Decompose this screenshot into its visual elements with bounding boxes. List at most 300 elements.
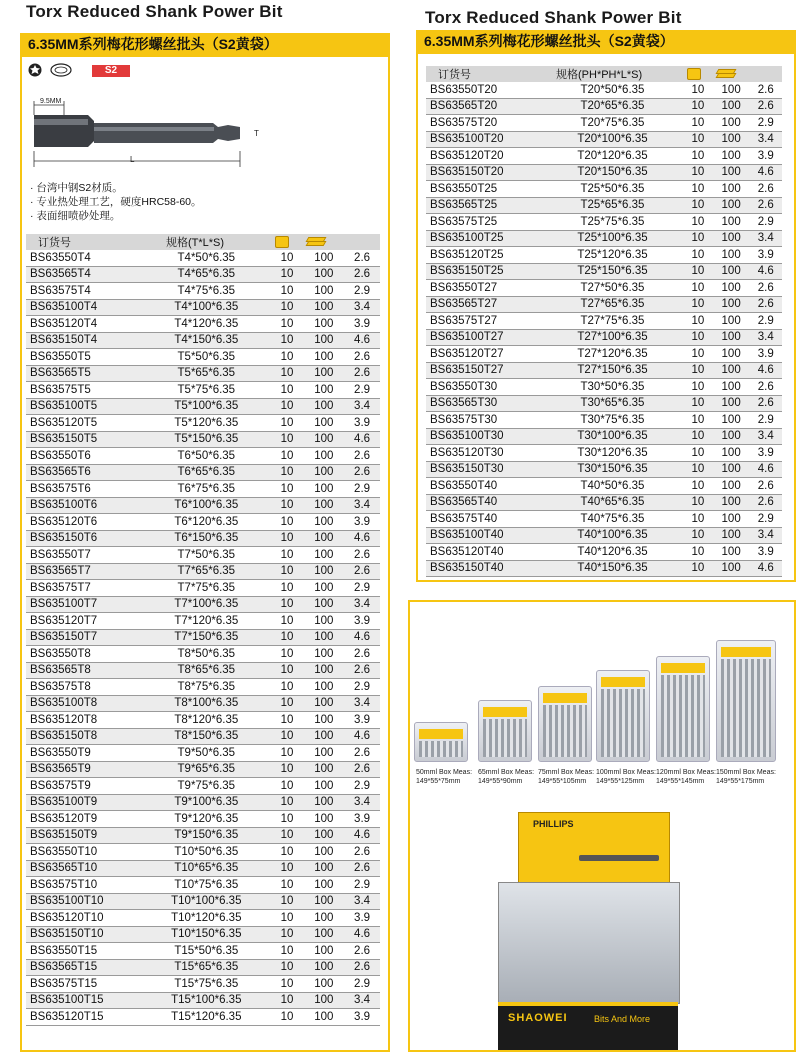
order-no-cell: BS63550T7 — [26, 547, 142, 564]
weight-cell: 3.4 — [344, 497, 380, 514]
box-caption — [478, 768, 540, 786]
table-row — [26, 382, 380, 399]
table-row — [426, 280, 782, 297]
qty-carton-cell: 100 — [303, 613, 344, 630]
weight-cell: 2.9 — [750, 115, 782, 132]
spec-cell: T10*100*6.35 — [142, 893, 271, 910]
weight-cell: 3.4 — [344, 893, 380, 910]
spec-cell: T8*150*6.35 — [142, 728, 271, 745]
table-row — [426, 494, 782, 511]
col-spec: 规格(T*L*S) — [142, 234, 271, 250]
weight-cell: 4.6 — [344, 827, 380, 844]
weight-cell: 2.9 — [344, 877, 380, 894]
order-no-cell: BS635120T10 — [26, 910, 142, 927]
qty-box-cell: 10 — [271, 464, 304, 481]
qty-carton-cell: 100 — [303, 695, 344, 712]
weight-cell: 2.9 — [344, 976, 380, 993]
spec-cell: T4*50*6.35 — [142, 250, 271, 266]
spec-cell: T10*75*6.35 — [142, 877, 271, 894]
spec-cell: T6*120*6.35 — [142, 514, 271, 531]
spec-cell: T8*120*6.35 — [142, 712, 271, 729]
box-50mm — [414, 722, 468, 762]
weight-cell: 2.6 — [344, 250, 380, 266]
feature-surface: · 表面细喷砂处理。 — [30, 210, 121, 222]
qty-box-cell: 10 — [683, 263, 713, 280]
weight-cell: 3.9 — [344, 910, 380, 927]
qty-carton-cell: 100 — [303, 497, 344, 514]
qty-box-cell: 10 — [271, 1009, 304, 1026]
qty-carton-cell: 100 — [303, 893, 344, 910]
qty-box-cell: 10 — [271, 431, 304, 448]
order-no-cell: BS63575T6 — [26, 481, 142, 498]
spec-cell: T20*65*6.35 — [542, 98, 683, 115]
order-no-cell: BS635150T6 — [26, 530, 142, 547]
qty-box-cell: 10 — [271, 910, 304, 927]
weight-cell: 3.9 — [344, 316, 380, 333]
qty-carton-cell: 100 — [713, 544, 750, 561]
qty-carton-cell: 100 — [303, 910, 344, 927]
box-caption-size: 149*55*75mm — [416, 778, 461, 785]
weight-cell: 4.6 — [344, 332, 380, 349]
qty-carton-cell: 100 — [713, 527, 750, 544]
qty-carton-cell: 100 — [303, 563, 344, 580]
order-no-cell: BS635100T25 — [426, 230, 542, 247]
order-no-cell: BS63550T20 — [426, 82, 542, 98]
display-brand: SHAOWEI — [508, 1012, 568, 1024]
spec-cell: T27*65*6.35 — [542, 296, 683, 313]
box-65mm — [478, 700, 532, 762]
table-row — [26, 646, 380, 663]
spec-cell: T25*120*6.35 — [542, 247, 683, 264]
qty-carton-cell: 100 — [303, 580, 344, 597]
order-no-cell: BS63565T20 — [426, 98, 542, 115]
dim-l-label: L — [130, 155, 135, 164]
qty-carton-cell: 100 — [303, 976, 344, 993]
qty-box-cell: 10 — [271, 778, 304, 795]
spec-cell: T4*120*6.35 — [142, 316, 271, 333]
qty-carton-cell: 100 — [303, 398, 344, 415]
box-caption-label: 75mml Box Meas: — [538, 769, 595, 776]
qty-box-cell: 10 — [683, 115, 713, 132]
qty-carton-cell: 100 — [713, 296, 750, 313]
qty-carton-cell: 100 — [713, 148, 750, 165]
weight-cell: 4.6 — [750, 362, 782, 379]
qty-box-cell: 10 — [683, 494, 713, 511]
order-no-cell: BS635150T8 — [26, 728, 142, 745]
qty-box-cell: 10 — [683, 412, 713, 429]
qty-box-cell: 10 — [683, 445, 713, 462]
table-row — [426, 395, 782, 412]
col-pack-icon — [683, 66, 713, 82]
weight-cell: 4.6 — [344, 629, 380, 646]
box-75mm — [538, 686, 592, 762]
qty-box-cell: 10 — [683, 82, 713, 98]
order-no-cell: BS63575T30 — [426, 412, 542, 429]
col-pack-icon — [271, 234, 304, 250]
spec-cell: T15*75*6.35 — [142, 976, 271, 993]
table-row — [426, 197, 782, 214]
qty-carton-cell: 100 — [303, 250, 344, 266]
table-row — [26, 299, 380, 316]
table-row — [26, 811, 380, 828]
qty-box-cell: 10 — [271, 877, 304, 894]
weight-cell: 3.4 — [344, 299, 380, 316]
box-caption-size: 149*55*175mm — [716, 778, 765, 785]
weight-cell: 3.9 — [344, 712, 380, 729]
lid-brand: PHILLIPS — [533, 819, 574, 829]
qty-box-cell: 10 — [271, 629, 304, 646]
qty-carton-cell: 100 — [303, 349, 344, 366]
qty-carton-cell: 100 — [303, 1009, 344, 1026]
qty-carton-cell: 100 — [303, 926, 344, 943]
weight-cell: 3.9 — [344, 613, 380, 630]
spec-cell: T9*150*6.35 — [142, 827, 271, 844]
table-row — [26, 877, 380, 894]
order-no-cell: BS635150T27 — [426, 362, 542, 379]
table-row — [426, 313, 782, 330]
qty-box-cell: 10 — [271, 398, 304, 415]
qty-box-cell: 10 — [683, 346, 713, 363]
order-no-cell: BS635120T20 — [426, 148, 542, 165]
weight-cell: 2.6 — [750, 197, 782, 214]
box-caption-label: 120mml Box Meas: — [656, 769, 716, 776]
qty-carton-cell: 100 — [303, 431, 344, 448]
spec-cell: T20*120*6.35 — [542, 148, 683, 165]
order-no-cell: BS635150T20 — [426, 164, 542, 181]
table-row — [26, 365, 380, 382]
order-no-cell: BS63550T40 — [426, 478, 542, 495]
spec-cell: T7*75*6.35 — [142, 580, 271, 597]
qty-box-cell: 10 — [683, 478, 713, 495]
table-row — [426, 428, 782, 445]
table-row — [26, 926, 380, 943]
weight-cell: 2.9 — [344, 679, 380, 696]
qty-box-cell: 10 — [683, 461, 713, 478]
order-no-cell: BS63565T4 — [26, 266, 142, 283]
qty-box-cell: 10 — [683, 247, 713, 264]
order-no-cell: BS63550T5 — [26, 349, 142, 366]
qty-carton-cell: 100 — [303, 382, 344, 399]
table-header-row — [426, 66, 782, 82]
weight-cell: 3.4 — [750, 527, 782, 544]
qty-box-cell: 10 — [271, 844, 304, 861]
table-row — [426, 362, 782, 379]
qty-carton-cell: 100 — [303, 778, 344, 795]
spec-cell: T20*50*6.35 — [542, 82, 683, 98]
order-no-cell: BS63575T8 — [26, 679, 142, 696]
dim-shank-label: 9.5MM — [40, 98, 62, 105]
table-row — [26, 679, 380, 696]
spec-cell: T25*150*6.35 — [542, 263, 683, 280]
package-icon — [275, 236, 289, 248]
order-no-cell: BS63550T15 — [26, 943, 142, 960]
order-no-cell: BS63575T10 — [26, 877, 142, 894]
table-row — [26, 431, 380, 448]
qty-carton-cell: 100 — [303, 827, 344, 844]
table-row — [26, 910, 380, 927]
order-no-cell: BS63565T7 — [26, 563, 142, 580]
qty-carton-cell: 100 — [713, 164, 750, 181]
qty-carton-cell: 100 — [303, 646, 344, 663]
qty-carton-cell: 100 — [303, 299, 344, 316]
table-row — [426, 164, 782, 181]
table-row — [26, 497, 380, 514]
weight-cell: 3.4 — [750, 428, 782, 445]
qty-box-cell: 10 — [271, 745, 304, 762]
weight-cell: 2.6 — [344, 266, 380, 283]
order-no-cell: BS635100T8 — [26, 695, 142, 712]
weight-cell: 3.4 — [750, 329, 782, 346]
weight-cell: 3.9 — [750, 247, 782, 264]
table-row — [426, 329, 782, 346]
qty-box-cell: 10 — [271, 250, 304, 266]
qty-carton-cell: 100 — [713, 98, 750, 115]
qty-box-cell: 10 — [271, 679, 304, 696]
spec-cell: T25*50*6.35 — [542, 181, 683, 198]
qty-carton-cell: 100 — [303, 877, 344, 894]
spec-cell: T25*75*6.35 — [542, 214, 683, 231]
spec-cell: T27*120*6.35 — [542, 346, 683, 363]
spec-cell: T7*150*6.35 — [142, 629, 271, 646]
table-row — [426, 131, 782, 148]
qty-carton-cell: 100 — [303, 596, 344, 613]
order-no-cell: BS635100T27 — [426, 329, 542, 346]
display-front — [498, 1002, 678, 1050]
qty-carton-cell: 100 — [303, 332, 344, 349]
qty-box-cell: 10 — [271, 580, 304, 597]
weight-cell: 2.9 — [344, 382, 380, 399]
qty-box-cell: 10 — [271, 662, 304, 679]
order-no-cell: BS63575T9 — [26, 778, 142, 795]
qty-carton-cell: 100 — [713, 197, 750, 214]
weight-cell: 3.9 — [344, 415, 380, 432]
spec-cell: T5*65*6.35 — [142, 365, 271, 382]
qty-box-cell: 10 — [271, 646, 304, 663]
table-row — [26, 316, 380, 333]
spec-cell: T30*120*6.35 — [542, 445, 683, 462]
qty-carton-cell: 100 — [303, 464, 344, 481]
order-no-cell: BS63575T7 — [26, 580, 142, 597]
box-caption — [538, 768, 600, 786]
table-row — [26, 530, 380, 547]
table-row — [426, 230, 782, 247]
table-row — [426, 115, 782, 132]
table-row — [26, 827, 380, 844]
order-no-cell: BS63565T15 — [26, 959, 142, 976]
qty-carton-cell: 100 — [303, 761, 344, 778]
weight-cell: 3.9 — [344, 1009, 380, 1026]
col-carton-icon — [303, 234, 344, 250]
order-no-cell: BS63575T20 — [426, 115, 542, 132]
table-row — [26, 976, 380, 993]
weight-cell: 4.6 — [344, 431, 380, 448]
spec-cell: T5*120*6.35 — [142, 415, 271, 432]
package-icon — [687, 68, 701, 80]
table-row — [26, 250, 380, 266]
qty-carton-cell: 100 — [713, 428, 750, 445]
box-caption-size: 149*55*145mm — [656, 778, 705, 785]
qty-carton-cell: 100 — [303, 283, 344, 300]
table-row — [26, 613, 380, 630]
order-no-cell: BS635120T6 — [26, 514, 142, 531]
qty-box-cell: 10 — [271, 794, 304, 811]
order-no-cell: BS63575T4 — [26, 283, 142, 300]
weight-cell: 2.9 — [750, 214, 782, 231]
weight-cell: 3.4 — [344, 398, 380, 415]
order-no-cell: BS635150T25 — [426, 263, 542, 280]
box-caption-size: 149*55*90mm — [478, 778, 523, 785]
weight-cell: 2.6 — [750, 98, 782, 115]
weight-cell: 2.6 — [344, 563, 380, 580]
table-row — [26, 464, 380, 481]
qty-carton-cell: 100 — [303, 811, 344, 828]
order-no-cell: BS63565T9 — [26, 761, 142, 778]
qty-carton-cell: 100 — [303, 514, 344, 531]
spec-cell: T10*120*6.35 — [142, 910, 271, 927]
qty-carton-cell: 100 — [303, 712, 344, 729]
spec-cell: T4*100*6.35 — [142, 299, 271, 316]
weight-cell: 2.6 — [344, 745, 380, 762]
table-row — [26, 563, 380, 580]
table-row — [26, 283, 380, 300]
spec-cell: T30*75*6.35 — [542, 412, 683, 429]
qty-carton-cell: 100 — [303, 530, 344, 547]
qty-box-cell: 10 — [271, 596, 304, 613]
table-row — [26, 481, 380, 498]
table-row — [26, 415, 380, 432]
spec-cell: T40*120*6.35 — [542, 544, 683, 561]
order-no-cell: BS63565T25 — [426, 197, 542, 214]
order-no-cell: BS635150T7 — [26, 629, 142, 646]
spec-cell: T6*50*6.35 — [142, 448, 271, 465]
qty-box-cell: 10 — [271, 365, 304, 382]
weight-cell: 2.6 — [750, 395, 782, 412]
spec-cell: T9*65*6.35 — [142, 761, 271, 778]
order-no-cell: BS635150T10 — [26, 926, 142, 943]
qty-box-cell: 10 — [271, 382, 304, 399]
spec-cell: T6*75*6.35 — [142, 481, 271, 498]
qty-carton-cell: 100 — [303, 365, 344, 382]
table-header-row — [26, 234, 380, 250]
weight-cell: 3.4 — [344, 794, 380, 811]
table-row — [426, 247, 782, 264]
weight-cell: 4.6 — [344, 728, 380, 745]
weight-cell: 2.6 — [750, 82, 782, 98]
qty-box-cell: 10 — [683, 197, 713, 214]
qty-carton-cell: 100 — [713, 280, 750, 297]
weight-cell: 4.6 — [344, 926, 380, 943]
qty-carton-cell: 100 — [713, 181, 750, 198]
torx-icon — [28, 63, 42, 77]
qty-box-cell: 10 — [683, 296, 713, 313]
weight-cell: 2.6 — [344, 662, 380, 679]
qty-box-cell: 10 — [271, 893, 304, 910]
order-no-cell: BS635100T10 — [26, 893, 142, 910]
qty-carton-cell: 100 — [303, 992, 344, 1009]
qty-carton-cell: 100 — [713, 560, 750, 577]
table-row — [426, 181, 782, 198]
weight-cell: 3.4 — [750, 230, 782, 247]
box-caption-size: 149*55*105mm — [538, 778, 587, 785]
qty-carton-cell: 100 — [303, 629, 344, 646]
col-order-no: 订货号 — [26, 234, 142, 250]
spec-cell: T27*50*6.35 — [542, 280, 683, 297]
qty-carton-cell: 100 — [303, 662, 344, 679]
qty-box-cell: 10 — [271, 992, 304, 1009]
box-100mm — [596, 670, 650, 762]
spec-cell: T9*50*6.35 — [142, 745, 271, 762]
hrc-icon — [50, 63, 72, 77]
qty-box-cell: 10 — [683, 428, 713, 445]
qty-carton-cell: 100 — [713, 115, 750, 132]
qty-box-cell: 10 — [271, 712, 304, 729]
order-no-cell: BS63550T27 — [426, 280, 542, 297]
qty-carton-cell: 100 — [303, 481, 344, 498]
spec-cell: T7*65*6.35 — [142, 563, 271, 580]
weight-cell: 4.6 — [344, 530, 380, 547]
weight-cell: 2.6 — [750, 478, 782, 495]
qty-carton-cell: 100 — [713, 313, 750, 330]
weight-cell: 2.9 — [750, 412, 782, 429]
qty-carton-cell: 100 — [303, 316, 344, 333]
qty-box-cell: 10 — [683, 164, 713, 181]
display-tagline: Bits And More — [594, 1014, 651, 1024]
spec-cell: T8*65*6.35 — [142, 662, 271, 679]
spec-cell: T10*50*6.35 — [142, 844, 271, 861]
qty-carton-cell: 100 — [713, 346, 750, 363]
spec-cell: T8*50*6.35 — [142, 646, 271, 663]
qty-box-cell: 10 — [683, 214, 713, 231]
qty-box-cell: 10 — [271, 415, 304, 432]
qty-box-cell: 10 — [271, 266, 304, 283]
qty-box-cell: 10 — [271, 349, 304, 366]
qty-carton-cell: 100 — [303, 844, 344, 861]
spec-cell: T10*150*6.35 — [142, 926, 271, 943]
table-row — [26, 349, 380, 366]
table-row — [26, 398, 380, 415]
qty-carton-cell: 100 — [713, 214, 750, 231]
box-caption — [416, 768, 478, 786]
table-row — [26, 662, 380, 679]
spec-cell: T15*120*6.35 — [142, 1009, 271, 1026]
weight-cell: 2.6 — [750, 379, 782, 396]
order-no-cell: BS635150T9 — [26, 827, 142, 844]
spec-cell: T7*120*6.35 — [142, 613, 271, 630]
qty-carton-cell: 100 — [303, 745, 344, 762]
qty-box-cell: 10 — [683, 511, 713, 528]
spec-cell: T4*65*6.35 — [142, 266, 271, 283]
box-caption-label: 150mml Box Meas: — [716, 769, 776, 776]
order-no-cell: BS63565T40 — [426, 494, 542, 511]
qty-box-cell: 10 — [271, 761, 304, 778]
qty-box-cell: 10 — [271, 827, 304, 844]
qty-box-cell: 10 — [683, 230, 713, 247]
table-row — [26, 580, 380, 597]
qty-box-cell: 10 — [683, 544, 713, 561]
qty-carton-cell: 100 — [303, 547, 344, 564]
spec-cell: T25*65*6.35 — [542, 197, 683, 214]
feature-material: · 台湾中钢S2材质。 — [30, 182, 123, 194]
weight-cell: 2.9 — [344, 778, 380, 795]
spec-cell: T40*50*6.35 — [542, 478, 683, 495]
order-no-cell: BS635120T8 — [26, 712, 142, 729]
box-120mm — [656, 656, 710, 762]
spec-cell: T30*100*6.35 — [542, 428, 683, 445]
weight-cell: 2.6 — [344, 761, 380, 778]
qty-box-cell: 10 — [271, 976, 304, 993]
order-no-cell: BS63550T8 — [26, 646, 142, 663]
qty-carton-cell: 100 — [303, 415, 344, 432]
